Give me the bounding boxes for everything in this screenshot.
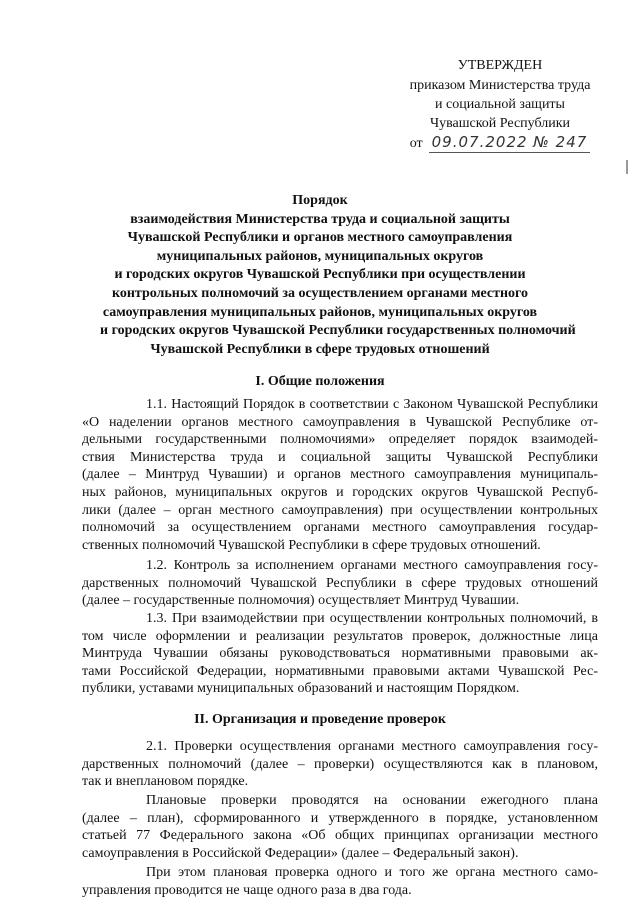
text-line: ных районов, муниципальных округов и городских округов Чувашской Респуб- (82, 484, 598, 500)
text-line: лики (далее – орган местного самоуправления) при осуществлении контрольных (82, 502, 598, 518)
paragraph-1-3 (82, 610, 598, 698)
approval-date-prefix: от (409, 136, 423, 151)
section-heading: II. Организация и проведение проверок (194, 712, 446, 727)
approval-date-line (380, 133, 620, 153)
paragraph-2-1 (82, 738, 598, 791)
section-heading: I. Общие положения (255, 374, 385, 389)
title-line: самоуправления муниципальных районов, муниципальных округов (102, 304, 538, 320)
title-line: контрольных полномочий за осуществлением органами местного (111, 285, 529, 301)
text-line: (далее – государственные полномочия) осуществляет Минтруд Чувашии. (82, 593, 520, 609)
text-line: ственных полномочий Чувашской Республики в сфере трудовых отношений. (82, 537, 541, 553)
approval-line: приказом Министерства труда (409, 78, 591, 93)
text-line: дарственных полномочий (далее – проверки) осуществляются как в плановом, (82, 756, 598, 772)
title-line: Чувашской Республики и органов местного самоуправления (127, 230, 513, 246)
text-line: 2.1. Проверки осуществления органами местного самоуправления госу- (146, 739, 598, 754)
margin-mark (626, 160, 628, 174)
text-line: (далее – план), сформированного и утвержденного в порядке, установленном (82, 810, 598, 826)
approval-stamp (380, 56, 620, 153)
text-line: (далее – Минтруд Чувашии) и органов местного самоуправления муниципаль- (82, 467, 598, 483)
text-line: ствия Министерства труда и социальной защиты Чувашской Республики (82, 449, 598, 465)
document-title (100, 192, 576, 359)
text-line: публики, уставами муниципальных образований и настоящим Порядком. (82, 681, 520, 697)
text-line: том числе оформлении и реализации результатов проверок, должностные лица (82, 628, 598, 644)
text-line: «О наделении органов местного самоуправления в Чувашской Республике от- (82, 414, 598, 430)
handwritten-date: 09.07.2022 № 247 (429, 133, 591, 153)
title-line: Порядок (292, 193, 348, 208)
text-line: Минтруда Чувашии обязаны руководствоваться нормативными правовыми ак- (82, 646, 598, 662)
text-line: управления проводится не чаще одного раза в два года. (82, 882, 412, 898)
text-line: самоуправления в Российской Федерации» (далее – Федеральный закон). (82, 845, 519, 861)
text-line: 1.3. При взаимодействии при осуществлении контрольных полномочий, в (146, 611, 598, 626)
text-line: 1.2. Контроль за исполнением органами местного самоуправления госу- (146, 558, 598, 573)
title-line: Чувашской Республики в сфере трудовых отношений (150, 341, 490, 357)
text-line: Плановые проверки проводятся на основании ежегодного плана (146, 793, 598, 808)
title-line: муниципальных районов, муниципальных округов (156, 248, 484, 264)
text-line: дельными государственными полномочиями» определяет порядок взаимодей- (82, 432, 598, 448)
paragraph-1-1 (82, 396, 598, 554)
approval-heading: УТВЕРЖДЕН (457, 58, 543, 73)
text-line: тами Российской Федерации, нормативными правовыми актами Чувашской Рес- (82, 663, 598, 679)
text-line: При этом плановая проверка одного и того же органа местного само- (146, 865, 598, 880)
text-line: 1.1. Настоящий Порядок в соответствии с Законом Чувашской Республики (146, 397, 598, 412)
title-line: и городских округов Чувашской Республики при осуществлении (114, 267, 526, 283)
title-line: взаимодействия Министерства труда и социальной защиты (130, 211, 510, 227)
title-line: и городских округов Чувашской Республики государственных полномочий (100, 323, 576, 339)
text-line: полномочий за осуществлением органами местного самоуправления государ- (82, 520, 598, 536)
approval-line: Чувашской Республики (429, 116, 571, 131)
text-line: статьей 77 Федерального закона «Об общих принципах организации местного (82, 828, 598, 844)
paragraph-2-1-plan (82, 792, 598, 862)
approval-line: и социальной защиты (435, 97, 565, 112)
paragraph-2-1-frequency (82, 864, 598, 899)
text-line: так и внеплановом порядке. (82, 774, 249, 790)
text-line: дарственных полномочий Чувашской Республики в сфере трудовых отношений (82, 575, 598, 591)
paragraph-1-2 (82, 557, 598, 610)
